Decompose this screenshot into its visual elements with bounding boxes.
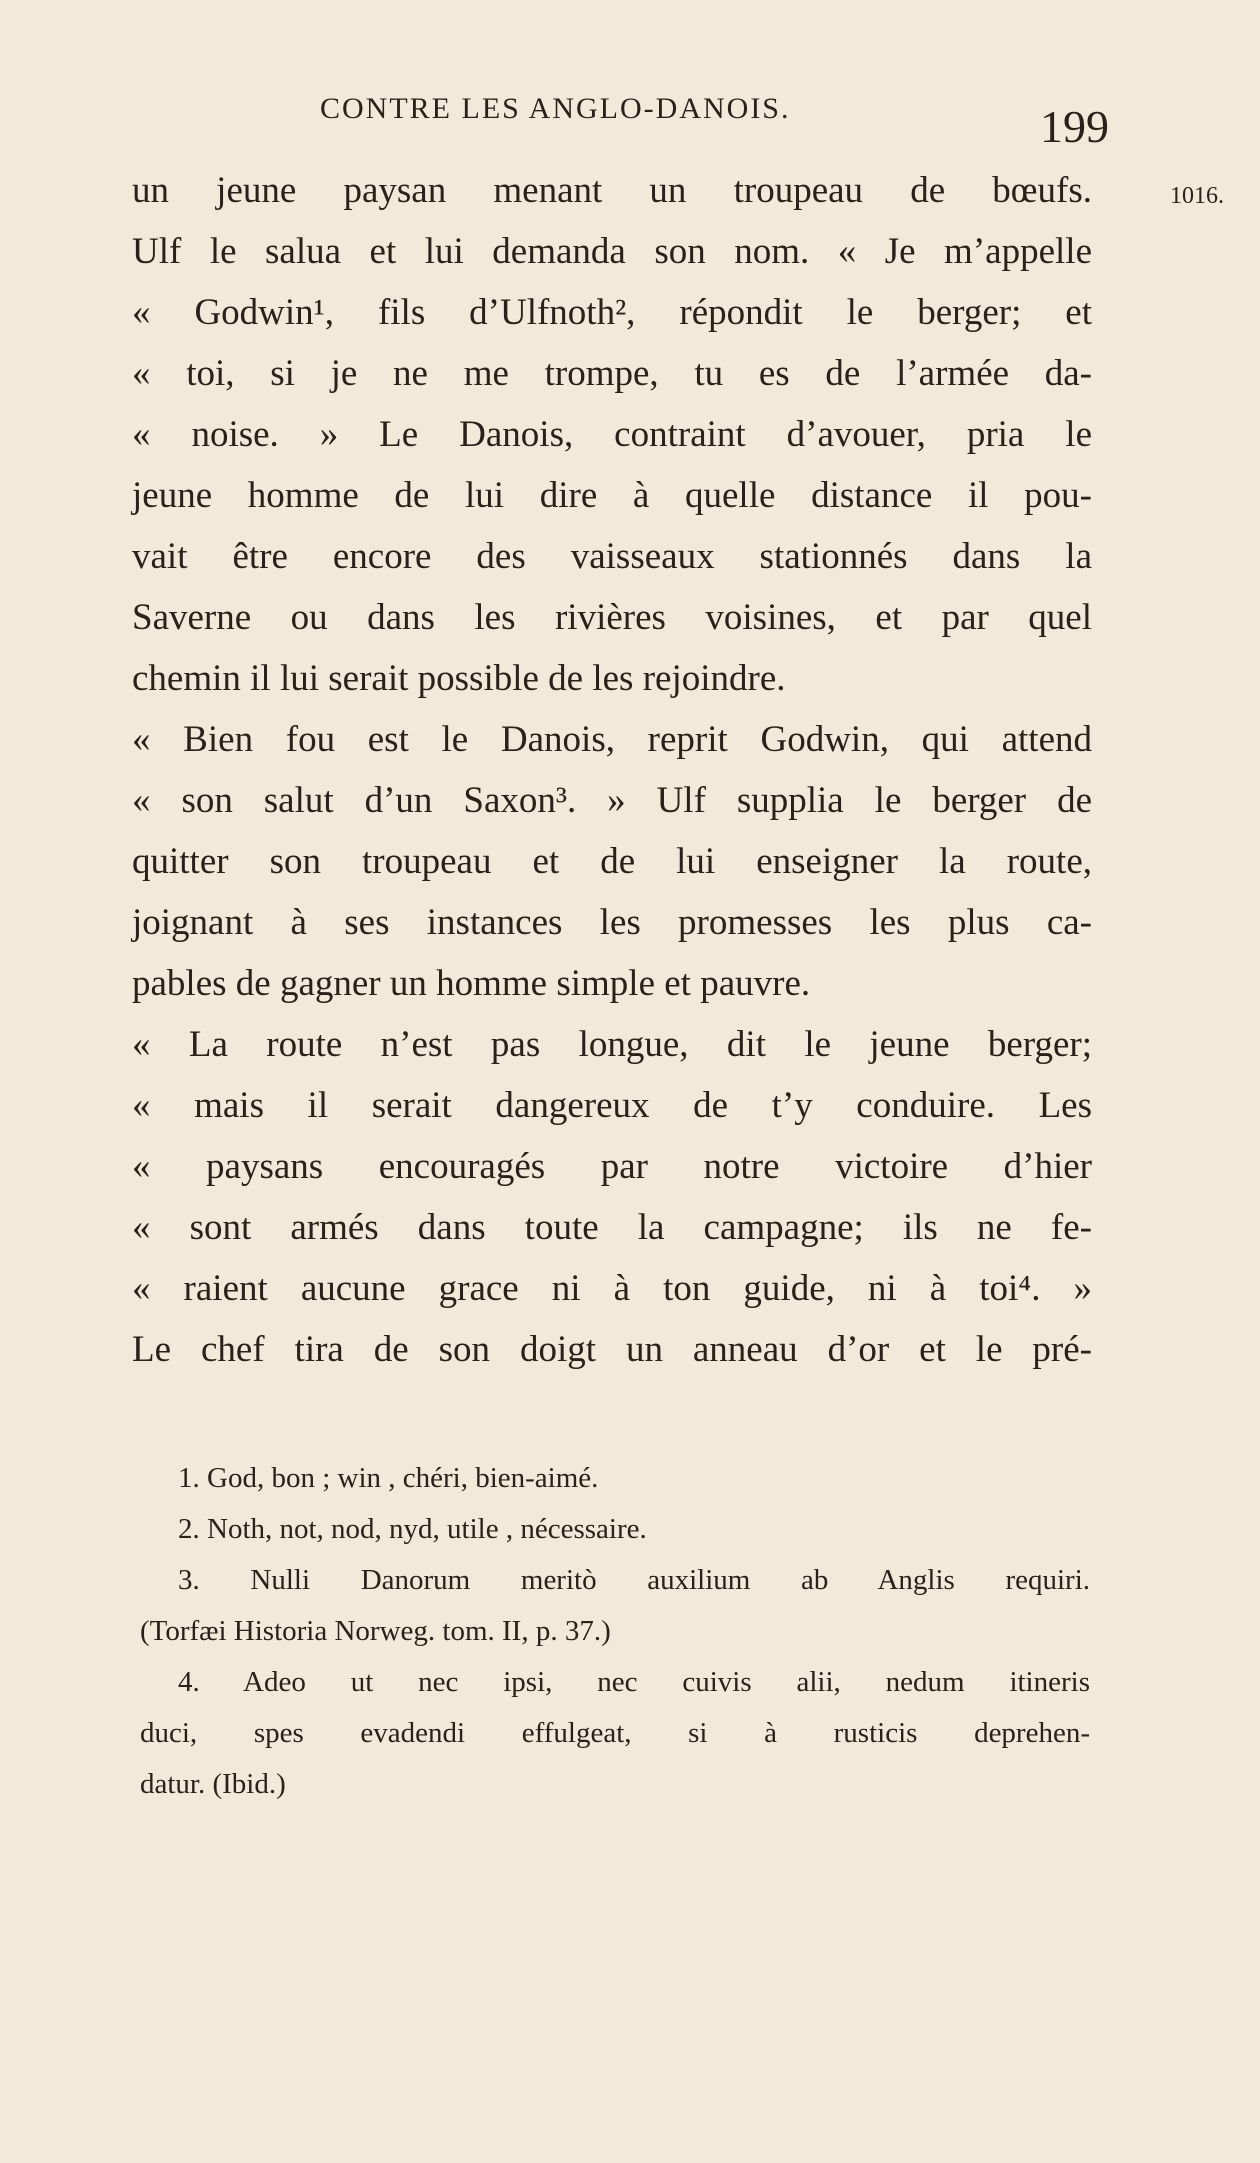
text-line: Ulf le salua et lui demanda son nom. « Je m’appelle bbox=[132, 231, 1092, 272]
text-line: « toi, si je ne me trompe, tu es de l’armée da- bbox=[132, 353, 1092, 394]
text-line: « paysans encouragés par notre victoire d’hier bbox=[132, 1146, 1092, 1187]
text-line: quitter son troupeau et de lui enseigner la route, bbox=[132, 841, 1092, 882]
text-line: pables de gagner un homme simple et pauvre. bbox=[132, 963, 811, 1004]
text-line: un jeune paysan menant un troupeau de bœufs. bbox=[132, 170, 1092, 211]
text-line: « Godwin¹, fils d’Ulfnoth², répondit le berger; et bbox=[132, 292, 1092, 333]
text-line: « noise. » Le Danois, contraint d’avouer, pria le bbox=[132, 414, 1092, 455]
text-line: « mais il serait dangereux de t’y conduire. Les bbox=[132, 1085, 1092, 1126]
text-line: Le chef tira de son doigt un anneau d’or et le pré- bbox=[132, 1329, 1092, 1370]
footnote-line: 1. God, bon ; win , chéri, bien-aimé. bbox=[178, 1462, 599, 1494]
footnote-line: 2. Noth, not, nod, nyd, utile , nécessaire. bbox=[178, 1513, 647, 1545]
text-line: vait être encore des vaisseaux stationnés dans la bbox=[132, 536, 1092, 577]
page-number: 199 bbox=[1040, 101, 1109, 152]
footnote-line: datur. (Ibid.) bbox=[140, 1768, 286, 1800]
footnote-line: duci, spes evadendi effulgeat, si à rusticis deprehen- bbox=[140, 1717, 1090, 1749]
margin-year-note: 1016. bbox=[1170, 183, 1224, 209]
running-title: CONTRE LES ANGLO-DANOIS. bbox=[320, 92, 791, 125]
footnote-line: 3. Nulli Danorum meritò auxilium ab Anglis requiri. bbox=[178, 1564, 1090, 1596]
footnotes bbox=[140, 1453, 1090, 1810]
text-line: « Bien fou est le Danois, reprit Godwin, qui attend bbox=[132, 719, 1092, 760]
text-line: Saverne ou dans les rivières voisines, et par quel bbox=[132, 597, 1092, 638]
text-line: « sont armés dans toute la campagne; ils ne fe- bbox=[132, 1207, 1092, 1248]
text-line: chemin il lui serait possible de les rejoindre. bbox=[132, 658, 786, 699]
text-line: joignant à ses instances les promesses les plus ca- bbox=[132, 902, 1092, 943]
text-line: « raient aucune grace ni à ton guide, ni à toi⁴. » bbox=[132, 1268, 1092, 1309]
footnote-line: 4. Adeo ut nec ipsi, nec cuivis alii, nedum itineris bbox=[178, 1666, 1090, 1698]
footnote-line: (Torfæi Historia Norweg. tom. II, p. 37.) bbox=[140, 1615, 611, 1647]
text-line: « La route n’est pas longue, dit le jeune berger; bbox=[132, 1024, 1092, 1065]
text-line: jeune homme de lui dire à quelle distance il pou- bbox=[132, 475, 1092, 516]
text-line: « son salut d’un Saxon³. » Ulf supplia le berger de bbox=[132, 780, 1092, 821]
main-text bbox=[132, 160, 1092, 1380]
